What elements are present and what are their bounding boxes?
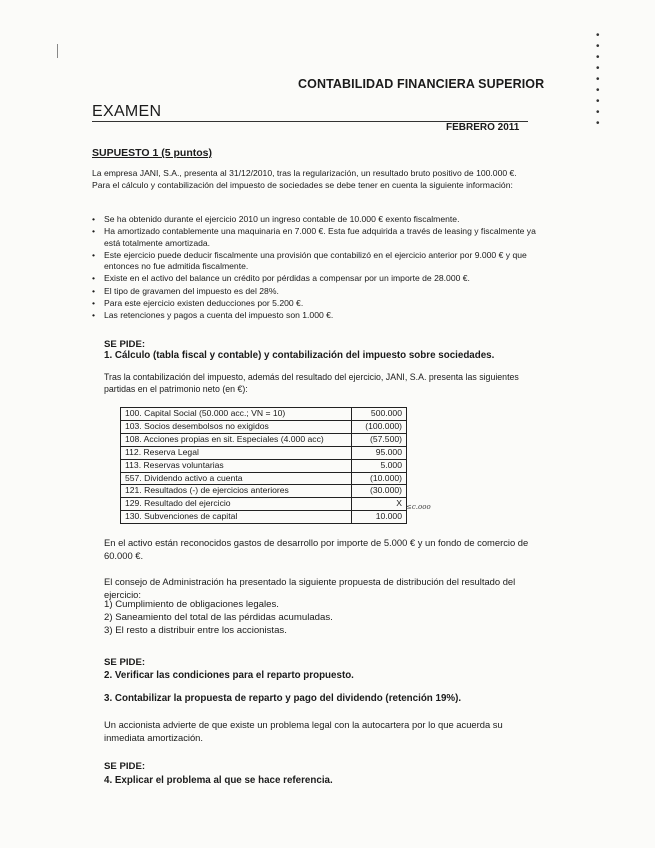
task-1: 1. Cálculo (tabla fiscal y contable) y contabilización del impuesto sobre sociedades. — [104, 350, 495, 361]
proposal-list — [104, 598, 333, 637]
course-title: CONTABILIDAD FINANCIERA SUPERIOR — [298, 77, 545, 91]
supuesto-intro: La empresa JANI, S.A., presenta al 31/12/2010, tras la regularización, un resultado bruto positivo de 100.000 €. Para el cálculo y contabilización del impuesto de sociedades se debe tener en cuenta la siguiente información: — [92, 168, 517, 190]
info-list — [92, 214, 537, 322]
task-2: 2. Verificar las condiciones para el reparto propuesto. — [104, 670, 354, 681]
account-cell: 108. Acciones propias en sit. Especiales (4.000 acc) — [121, 433, 352, 446]
account-cell: 129. Resultado del ejercicio — [121, 498, 352, 511]
account-cell: 112. Reserva Legal — [121, 446, 352, 459]
binding-holes: • • • • • • • • • — [596, 30, 600, 129]
table-row — [121, 433, 407, 446]
proposal-item: 2) Saneamiento del total de las pérdidas acumuladas. — [104, 612, 333, 623]
table-row — [121, 498, 407, 511]
info-item: • Para este ejercicio existen deducciones por 5.200 €. — [92, 298, 537, 310]
table-row — [121, 511, 407, 524]
equity-intro: Tras la contabilización del impuesto, además del resultado del ejercicio, JANI, S.A. presenta las siguientes partidas en el patrimonio neto (en €): — [104, 372, 519, 394]
table-row — [121, 446, 407, 459]
exam-title: EXAMEN — [92, 103, 162, 120]
value-cell: (100.000) — [352, 420, 407, 433]
value-cell: 500.000 — [352, 408, 407, 421]
table-row — [121, 485, 407, 498]
table-row — [121, 472, 407, 485]
proposal-item: 3) El resto a distribuir entre los accionistas. — [104, 625, 287, 636]
proposal-item: 1) Cumplimiento de obligaciones legales. — [104, 599, 279, 610]
info-item: • Ha amortizado contablemente una maquinaria en 7.000 €. Esta fue adquirida a través de leasing y fiscalmente ya está totalmente amortizada. — [92, 226, 537, 249]
value-cell: (10.000) — [352, 472, 407, 485]
value-cell: 5.000 — [352, 459, 407, 472]
value-cell: X — [352, 498, 407, 511]
value-cell: 95.000 — [352, 446, 407, 459]
table-row — [121, 408, 407, 421]
account-cell: 121. Resultados (-) de ejercicios anteriores — [121, 485, 352, 498]
scan-mark — [57, 44, 58, 58]
se-pide-label: SE PIDE: — [104, 761, 146, 772]
value-cell: (30.000) — [352, 485, 407, 498]
info-item: • El tipo de gravamen del impuesto es del 28%. — [92, 286, 537, 298]
account-cell: 103. Socios desembolsos no exigidos — [121, 420, 352, 433]
account-cell: 130. Subvenciones de capital — [121, 511, 352, 524]
supuesto-title: SUPUESTO 1 (5 puntos) — [92, 147, 212, 159]
board-note: El consejo de Administración ha presentado la siguiente propuesta de distribución del resultado del ejercicio: — [104, 576, 516, 600]
task-3: 3. Contabilizar la propuesta de reparto y pago del dividendo (retención 19%). — [104, 693, 462, 704]
account-cell: 100. Capital Social (50.000 acc.; VN = 10) — [121, 408, 352, 421]
exam-date: FEBRERO 2011 — [446, 122, 520, 133]
value-cell: 10.000 — [352, 511, 407, 524]
handwritten-note: ≤c.ooo — [406, 503, 431, 511]
se-pide-label: SE PIDE: — [104, 657, 146, 668]
account-cell: 557. Dividendo activo a cuenta — [121, 472, 352, 485]
value-cell: (57.500) — [352, 433, 407, 446]
table-row — [121, 420, 407, 433]
info-item: • Las retenciones y pagos a cuenta del impuesto son 1.000 €. — [92, 310, 537, 322]
table-row — [121, 459, 407, 472]
info-item: • Se ha obtenido durante el ejercicio 2010 un ingreso contable de 10.000 € exento fiscalmente. — [92, 214, 537, 226]
info-item: • Este ejercicio puede deducir fiscalmente una provisión que contabilizó en el ejercicio anterior por 9.000 € y que entonces no fue admitida fiscalmente. — [92, 250, 537, 273]
se-pide-label: SE PIDE: — [104, 339, 146, 350]
shareholder-note: Un accionista advierte de que existe un problema legal con la autocartera por lo que acuerda su inmediata amortización. — [104, 719, 503, 743]
info-item: • Existe en el activo del balance un crédito por pérdidas a compensar por un importe de 28.000 €. — [92, 273, 537, 285]
task-4: 4. Explicar el problema al que se hace referencia. — [104, 775, 333, 786]
equity-table — [120, 407, 407, 524]
account-cell: 113. Reservas voluntarias — [121, 459, 352, 472]
assets-note: En el activo están reconocidos gastos de desarrollo por importe de 5.000 € y un fondo de comercio de 60.000 €. — [104, 537, 529, 561]
